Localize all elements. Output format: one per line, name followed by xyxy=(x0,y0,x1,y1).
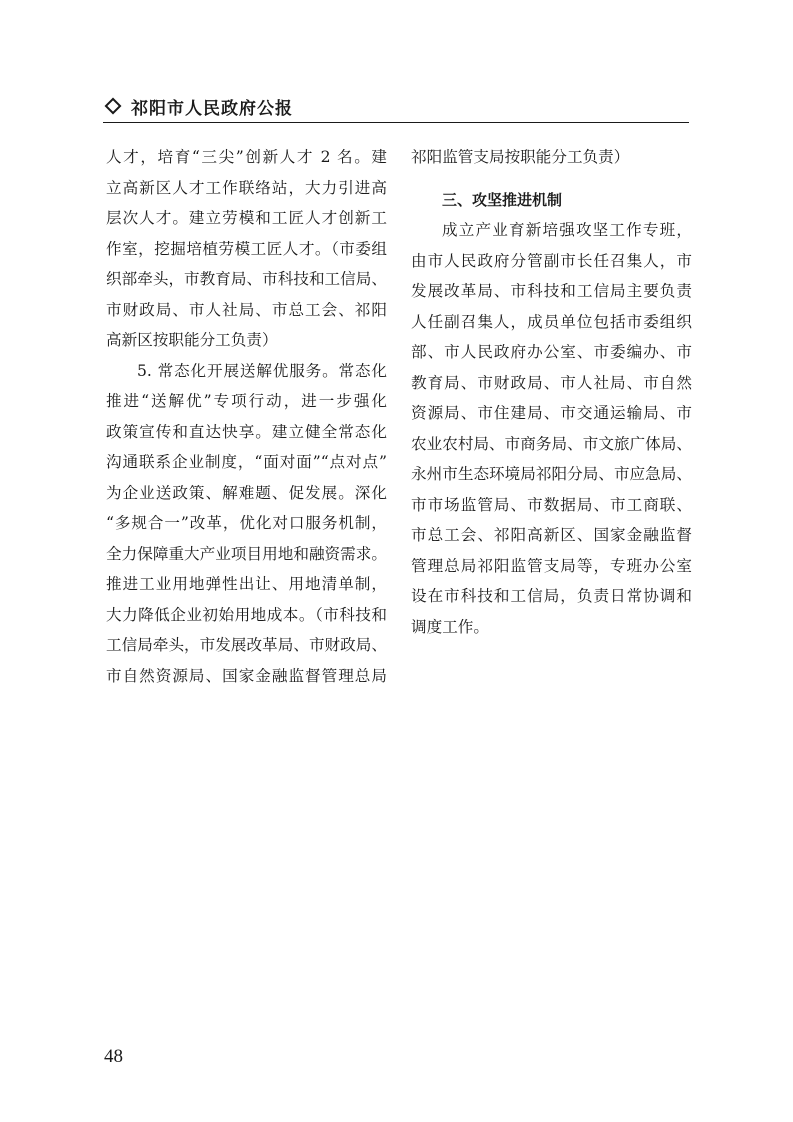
text-line: 祁阳监管支局按职能分工负责） xyxy=(411,148,630,166)
text-line: 发展改革局、市科技和工信局主要负责 xyxy=(411,282,692,300)
text-line: 调度工作。 xyxy=(411,617,489,636)
text-line: 成立产业育新培强攻坚工作专班， xyxy=(442,221,692,239)
text-line: 由市人民政府分管副市长任召集人，市 xyxy=(411,251,692,270)
text-line: 市自然资源局、国家金融监督管理总局 xyxy=(106,666,387,685)
text-line: 织部牵头，市教育局、市科技和工信局、 xyxy=(106,270,387,288)
text-line: 工信局牵头，市发展改革局、市财政局、 xyxy=(106,636,387,654)
text-line: 大力降低企业初始用地成本。（市科技和 xyxy=(106,605,387,624)
page-header xyxy=(103,92,689,120)
section-heading: 三、攻坚推进机制 xyxy=(442,190,563,209)
text-line: 管理总局祁阳监管支局等，专班办公室 xyxy=(411,556,692,575)
page-number: 48 xyxy=(104,1046,123,1067)
diamond-icon xyxy=(105,98,122,115)
left-column xyxy=(106,142,387,691)
text-line: 人才，培育“三尖”创新人才 2 名。建 xyxy=(106,148,387,166)
text-line: 部、市人民政府办公室、市委编办、市 xyxy=(411,343,692,361)
text-line: 为企业送政策、解难题、促发展。深化 xyxy=(106,483,387,502)
text-line: 市总工会、祁阳高新区、国家金融监督 xyxy=(411,526,692,544)
right-column xyxy=(411,142,692,642)
text-line: 人任副召集人，成员单位包括市委组织 xyxy=(411,312,692,331)
text-line: 设在市科技和工信局，负责日常协调和 xyxy=(411,587,692,605)
publication-title: 祁阳市人民政府公报 xyxy=(131,98,293,119)
text-line: 沟通联系企业制度，“面对面”“点对点” xyxy=(106,453,387,471)
text-line: 资源局、市住建局、市交通运输局、市 xyxy=(411,404,692,422)
text-line: “多规合一”改革，优化对口服务机制， xyxy=(106,514,387,532)
text-line: 5. 常态化开展送解优服务。常态化 xyxy=(137,361,387,380)
text-line: 政策宣传和直达快享。建立健全常态化 xyxy=(106,422,387,441)
text-line: 教育局、市财政局、市人社局、市自然 xyxy=(411,373,692,392)
header-rule xyxy=(103,122,689,123)
text-line: 永州市生态环境局祁阳分局、市应急局、 xyxy=(411,465,692,483)
text-line: 推进“送解优”专项行动，进一步强化 xyxy=(106,392,387,410)
text-line: 市市场监管局、市数据局、市工商联、 xyxy=(411,495,692,514)
text-line: 全力保障重大产业项目用地和融资需求。 xyxy=(106,544,387,563)
text-line: 推进工业用地弹性出让、用地清单制， xyxy=(106,575,387,593)
text-line: 市财政局、市人社局、市总工会、祁阳 xyxy=(106,300,387,319)
text-line: 层次人才。建立劳模和工匠人才创新工 xyxy=(106,209,387,227)
text-line: 立高新区人才工作联络站，大力引进高 xyxy=(106,178,387,197)
text-line: 高新区按职能分工负责） xyxy=(106,331,278,349)
text-line: 农业农村局、市商务局、市文旅广体局、 xyxy=(411,434,692,453)
text-line: 作室，挖掘培植劳模工匠人才。（市委组 xyxy=(106,239,387,258)
